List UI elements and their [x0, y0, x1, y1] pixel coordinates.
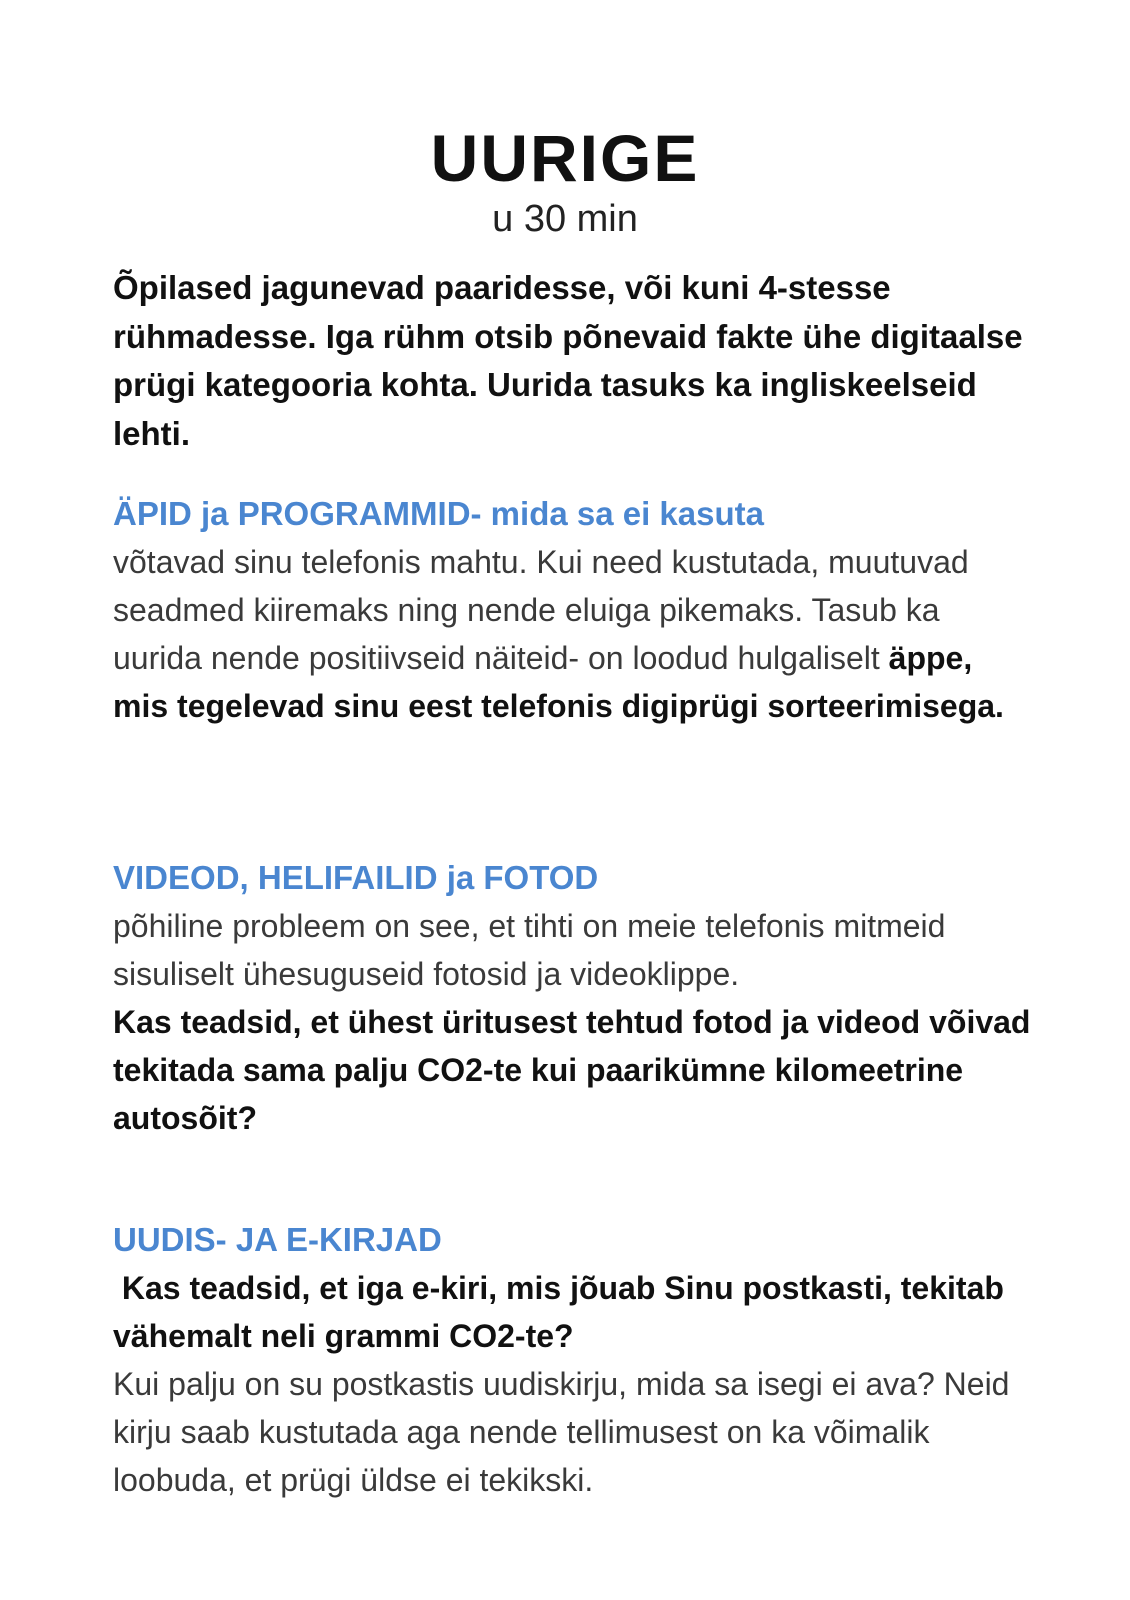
- section-body-apps: [113, 538, 1033, 730]
- section-body-emails-regular: [113, 1360, 1033, 1504]
- duration-subtitle: u 30 min: [492, 198, 638, 240]
- section-heading-apps: ÄPID ja PROGRAMMID- mida sa ei kasuta: [113, 495, 764, 532]
- section-heading-emails: UUDIS- JA E-KIRJAD: [113, 1221, 442, 1258]
- section-body-emails-bold: [113, 1264, 1033, 1360]
- section-text-emails-regular: Kui palju on su postkastis uudiskirju, mida sa isegi ei ava? Neid kirju saab kustutada aga nende tellimusest on ka võimalik loobuda, et prügi üldse ei tekikski.: [113, 1366, 1010, 1498]
- section-text-apps-regular: võtavad sinu telefonis mahtu. Kui need kustutada, muutuvad seadmed kiiremaks ning nende eluiga pikemaks. Tasub ka uurida nende positiivseid näiteid- on loodud hulgaliselt: [113, 544, 969, 676]
- section-text-media-bold: Kas teadsid, et ühest üritusest tehtud fotod ja videod võivad tekitada sama palju CO2-te kui paarikümne kilomeetrine autosõit?: [113, 1004, 1031, 1136]
- section-emails: [113, 1216, 1033, 1504]
- section-media: [113, 854, 1033, 1142]
- section-body-media-regular: [113, 902, 1033, 998]
- section-text-apps-bold: äppe, mis tegelevad sinu eest telefonis digiprügi sorteerimisega.: [113, 640, 1004, 724]
- section-text-emails-bold: Kas teadsid, et iga e-kiri, mis jõuab Sinu postkasti, tekitab vähemalt neli grammi CO2-te?: [113, 1270, 1013, 1354]
- section-apps: [113, 490, 1033, 730]
- section-heading-media: VIDEOD, HELIFAILID ja FOTOD: [113, 859, 599, 896]
- section-text-media-regular: põhiline probleem on see, et tihti on meie telefonis mitmeid sisuliselt ühesuguseid fotosid ja videoklippe.: [113, 908, 946, 992]
- page-title: UURIGE: [430, 121, 700, 195]
- section-body-media-bold: [113, 998, 1033, 1142]
- intro-paragraph: Õpilased jagunevad paaridesse, või kuni 4-stesse rühmadesse. Iga rühm otsib põnevaid fakte ühe digitaalse prügi kategooria kohta. Uurida tasuks ka ingliskeelseid lehti.: [113, 269, 1023, 452]
